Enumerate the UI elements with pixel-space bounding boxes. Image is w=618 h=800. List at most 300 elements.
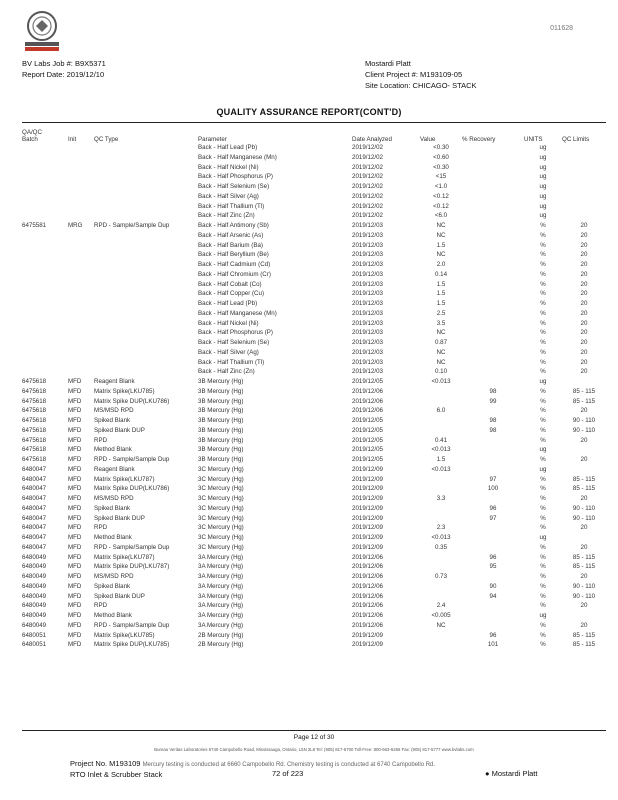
page-number: Page 12 of 30	[293, 734, 335, 741]
bureau-veritas-logo	[22, 10, 62, 54]
cell-qc-limits	[562, 172, 606, 182]
cell-units: %	[540, 387, 546, 395]
cell-parameter: 3B Mercury (Hg)	[198, 446, 244, 454]
cell-init	[68, 211, 94, 221]
client-mark-icon: ●	[485, 769, 490, 778]
cell-value	[420, 582, 462, 592]
cell-parameter: Back - Half Lead (Pb)	[198, 300, 258, 307]
cell-recovery	[462, 250, 524, 260]
cell-qc-limits: 85 - 115	[572, 641, 596, 649]
cell-recovery	[462, 445, 524, 455]
cell-recovery	[462, 338, 524, 348]
cell-init	[68, 367, 94, 377]
cell-units: %	[540, 456, 546, 463]
cell-qc-limits: 20	[580, 290, 588, 298]
table-row	[22, 348, 606, 358]
cell-units: %	[540, 300, 546, 307]
cell-date: 2019/12/03	[352, 261, 383, 268]
cell-qc-limits: 20	[580, 339, 588, 346]
table-row	[22, 338, 606, 348]
cell-date: 2019/12/03	[352, 251, 383, 259]
cell-units: %	[540, 270, 546, 278]
cell-recovery	[462, 153, 524, 163]
cell-qc-limits: 85 - 115	[572, 397, 596, 405]
cell-date: 2019/12/02	[352, 183, 383, 190]
cell-recovery: 96	[489, 553, 497, 561]
cell-parameter: 3C Mercury (Hg)	[198, 495, 244, 502]
cell-qc-limits	[562, 192, 606, 202]
cell-value: <0.005	[431, 612, 451, 619]
cell-value: NC	[436, 231, 446, 239]
cell-recovery	[462, 465, 524, 475]
cell-qc-limits: 20	[580, 241, 588, 249]
bottom-rule	[22, 730, 606, 731]
cell-parameter: 3C Mercury (Hg)	[198, 504, 244, 512]
cell-qc-limits: 20	[580, 358, 588, 366]
table-row	[22, 280, 606, 290]
cell-batch	[22, 270, 68, 280]
cell-qc-type: Matrix Spike DUP(LKU787)	[94, 563, 170, 571]
cell-parameter: 3A Mercury (Hg)	[198, 621, 244, 629]
cell-qc-type: Spiked Blank	[94, 504, 131, 512]
cell-parameter: Back - Half Manganese (Mn)	[198, 309, 277, 317]
cell-batch: 6480047	[22, 524, 47, 532]
table-row	[22, 143, 606, 153]
cell-init: MFD	[68, 534, 82, 541]
cell-parameter: 3B Mercury (Hg)	[198, 436, 244, 444]
cell-batch: 6480049	[22, 553, 47, 561]
table-row	[22, 631, 606, 641]
cell-qc-limits: 20	[580, 524, 588, 532]
report-page-count: 72 of 223	[272, 769, 304, 778]
cell-init	[68, 231, 94, 241]
cell-parameter: 3C Mercury (Hg)	[198, 485, 244, 493]
cell-init	[68, 280, 94, 290]
cell-value: <1.0	[434, 183, 448, 190]
cell-batch: 6480047	[22, 514, 47, 522]
cell-qc-type	[94, 143, 198, 153]
cell-init	[68, 289, 94, 299]
table-row	[22, 309, 606, 319]
cell-qc-limits	[562, 445, 606, 455]
cell-recovery	[462, 328, 524, 338]
cell-batch: 6480049	[22, 582, 47, 590]
cell-recovery: 95	[489, 563, 497, 571]
cell-qc-limits: 20	[580, 329, 588, 337]
cell-batch: 6480051	[22, 641, 47, 649]
cell-init	[68, 241, 94, 251]
cell-units: %	[540, 231, 546, 239]
cell-qc-limits: 20	[580, 231, 588, 239]
cell-qc-limits: 20	[580, 300, 588, 307]
cell-qc-limits: 90 - 110	[572, 417, 596, 424]
cell-units: %	[540, 495, 546, 502]
cell-init: MFD	[68, 436, 82, 444]
cell-recovery	[462, 241, 524, 251]
cell-init	[68, 172, 94, 182]
cell-init	[68, 270, 94, 280]
cell-batch	[22, 153, 68, 163]
cell-recovery	[462, 202, 524, 212]
inlet-name: RTO Inlet & Scrubber Stack	[70, 770, 163, 779]
cell-date: 2019/12/06	[352, 612, 383, 619]
cell-batch	[22, 192, 68, 202]
cell-qc-type: RPD - Sample/Sample Dup	[94, 543, 170, 551]
cell-qc-limits: 20	[580, 319, 588, 327]
cell-date: 2019/12/02	[352, 212, 383, 220]
cell-recovery: 98	[489, 387, 497, 395]
cell-batch: 6475618	[22, 417, 47, 424]
table-header	[22, 126, 606, 143]
cell-batch: 6475618	[22, 456, 47, 463]
table-row	[22, 211, 606, 221]
cell-value: <0.60	[433, 153, 449, 161]
cell-batch	[22, 241, 68, 251]
cell-value: <15	[435, 173, 447, 181]
cell-recovery	[462, 143, 524, 153]
cell-batch	[22, 367, 68, 377]
cell-qc-limits: 20	[580, 621, 588, 629]
cell-qc-type: Reagent Blank	[94, 465, 135, 473]
cell-qc-type	[94, 260, 198, 270]
cell-qc-limits: 85 - 115	[572, 475, 596, 483]
cell-value: <6.0	[434, 212, 448, 220]
cell-value	[420, 426, 462, 436]
cell-parameter: Back - Half Phosphorus (P)	[198, 173, 273, 181]
cell-recovery	[462, 221, 524, 231]
cell-batch: 6480049	[22, 592, 47, 600]
cell-init	[68, 328, 94, 338]
cell-qc-limits: 20	[580, 495, 588, 502]
cell-date: 2019/12/09	[352, 534, 383, 541]
cell-qc-type	[94, 182, 198, 192]
cell-units: ug	[539, 163, 547, 171]
cell-value: <0.30	[433, 163, 449, 171]
cell-init	[68, 309, 94, 319]
cell-parameter: 3A Mercury (Hg)	[198, 602, 244, 610]
cell-init: MFD	[68, 641, 82, 649]
cell-units: %	[540, 319, 546, 327]
cell-recovery	[462, 601, 524, 611]
cell-date: 2019/12/06	[352, 553, 383, 561]
cell-init: MFD	[68, 524, 82, 532]
qa-table-body	[22, 143, 606, 650]
cell-date: 2019/12/03	[352, 358, 383, 366]
cell-date: 2019/12/05	[352, 417, 383, 424]
cell-batch: 6480049	[22, 602, 47, 610]
cell-qc-limits: 85 - 115	[572, 563, 596, 571]
cell-value: NC	[436, 348, 446, 356]
cell-qc-limits: 90 - 110	[572, 582, 596, 590]
cell-batch: 6480047	[22, 465, 47, 473]
project-footer	[70, 759, 435, 780]
cell-recovery: 97	[489, 514, 497, 522]
table-row	[22, 153, 606, 163]
table-row	[22, 514, 606, 524]
cell-units: %	[540, 543, 546, 551]
cell-qc-type: Spiked Blank DUP	[94, 592, 145, 600]
cell-qc-type	[94, 231, 198, 241]
cell-recovery	[462, 611, 524, 621]
cell-parameter: Back - Half Antimony (Sb)	[198, 222, 269, 229]
cell-init	[68, 153, 94, 163]
cell-init	[68, 348, 94, 358]
cell-qc-type	[94, 319, 198, 329]
cell-batch: 6480047	[22, 495, 47, 502]
cell-units: %	[540, 582, 546, 590]
col-parameter: Parameter	[198, 136, 227, 143]
cell-batch: 6475581	[22, 222, 47, 229]
cell-value: NC	[436, 621, 446, 629]
cell-value: 1.5	[436, 280, 446, 288]
table-row	[22, 582, 606, 592]
cell-recovery	[462, 309, 524, 319]
cell-init	[68, 202, 94, 212]
cell-date: 2019/12/03	[352, 319, 383, 327]
cell-recovery	[462, 280, 524, 290]
cell-qc-type	[94, 241, 198, 251]
cell-batch: 6480047	[22, 485, 47, 493]
cell-parameter: Back - Half Beryllium (Be)	[198, 251, 269, 259]
cell-batch	[22, 202, 68, 212]
cell-qc-limits: 20	[580, 368, 588, 376]
cell-units: %	[540, 417, 546, 424]
cell-qc-limits	[562, 202, 606, 212]
cell-date: 2019/12/09	[352, 631, 383, 639]
cell-recovery	[462, 572, 524, 582]
table-row	[22, 475, 606, 485]
cell-value	[420, 631, 462, 641]
cell-date: 2019/12/05	[352, 456, 383, 463]
cell-value: <0.30	[433, 144, 449, 151]
cell-value: 6.0	[436, 407, 446, 415]
cell-date: 2019/12/03	[352, 222, 383, 229]
cell-value	[420, 592, 462, 602]
cell-recovery: 90	[489, 582, 497, 590]
cell-units: %	[540, 592, 546, 600]
cell-value: 2.3	[436, 524, 446, 532]
cell-value: 3.3	[436, 495, 446, 502]
table-row	[22, 494, 606, 504]
cell-parameter: 2B Mercury (Hg)	[198, 631, 244, 639]
cell-qc-limits	[562, 163, 606, 173]
table-row	[22, 241, 606, 251]
table-row	[22, 397, 606, 407]
table-row	[22, 299, 606, 309]
cell-value: 2.5	[436, 309, 446, 317]
cell-qc-type	[94, 163, 198, 173]
cell-batch	[22, 172, 68, 182]
cell-qc-type: Spiked Blank	[94, 582, 131, 590]
cell-units: ug	[539, 173, 547, 181]
cell-units: ug	[539, 378, 547, 385]
cell-init: MFD	[68, 465, 82, 473]
cell-date: 2019/12/06	[352, 387, 383, 395]
cell-value: <0.12	[433, 202, 449, 210]
table-row	[22, 270, 606, 280]
cell-value	[420, 514, 462, 524]
col-units: UNITS	[524, 136, 543, 143]
cell-date: 2019/12/03	[352, 280, 383, 288]
cell-date: 2019/12/06	[352, 573, 383, 580]
table-row	[22, 484, 606, 494]
cell-date: 2019/12/09	[352, 504, 383, 512]
cell-init: MFD	[68, 387, 82, 395]
report-header-left	[22, 58, 106, 80]
cell-init: MFD	[68, 426, 82, 434]
cell-batch: 6480049	[22, 621, 47, 629]
cell-date: 2019/12/06	[352, 582, 383, 590]
cell-value: <0.013	[431, 465, 451, 473]
cell-date: 2019/12/06	[352, 407, 383, 415]
cell-init: MFD	[68, 553, 82, 561]
cell-units: %	[540, 368, 546, 376]
cell-parameter: Back - Half Arsenic (As)	[198, 231, 264, 239]
cell-value	[420, 397, 462, 407]
cell-parameter: 3A Mercury (Hg)	[198, 612, 244, 619]
cell-qc-type: Matrix Spike(LKU785)	[94, 387, 155, 395]
cell-value	[420, 504, 462, 514]
cell-qc-type: Spiked Blank DUP	[94, 426, 145, 434]
table-row	[22, 163, 606, 173]
cell-batch: 6480047	[22, 543, 47, 551]
table-row	[22, 319, 606, 329]
table-row	[22, 367, 606, 377]
cell-date: 2019/12/05	[352, 378, 383, 385]
table-row	[22, 572, 606, 582]
cell-qc-type: Method Blank	[94, 446, 132, 454]
cell-date: 2019/12/02	[352, 173, 383, 181]
cell-parameter: Back - Half Lead (Pb)	[198, 144, 258, 151]
cell-qc-type: Matrix Spike DUP(LKU786)	[94, 485, 170, 493]
cell-batch	[22, 348, 68, 358]
cell-units: %	[540, 426, 546, 434]
cell-qc-type: Method Blank	[94, 612, 132, 619]
table-row	[22, 260, 606, 270]
cell-parameter: 3C Mercury (Hg)	[198, 534, 244, 541]
cell-parameter: Back - Half Chromium (Cr)	[198, 270, 271, 278]
cell-units: %	[540, 251, 546, 259]
cell-qc-type	[94, 367, 198, 377]
cell-date: 2019/12/02	[352, 202, 383, 210]
cell-qc-type: Spiked Blank	[94, 417, 131, 424]
cell-date: 2019/12/06	[352, 592, 383, 600]
cell-recovery: 98	[489, 417, 497, 424]
cell-recovery	[462, 621, 524, 631]
cell-init	[68, 338, 94, 348]
cell-qc-type	[94, 348, 198, 358]
cell-qc-limits: 85 - 115	[572, 553, 596, 561]
cell-value: <0.013	[431, 378, 451, 385]
cell-qc-limits: 20	[580, 222, 588, 229]
cell-recovery	[462, 270, 524, 280]
cell-recovery	[462, 358, 524, 368]
cell-init	[68, 143, 94, 153]
cell-qc-limits: 20	[580, 261, 588, 268]
cell-parameter: 3B Mercury (Hg)	[198, 378, 244, 385]
cell-units: ug	[539, 534, 547, 541]
cell-init	[68, 358, 94, 368]
table-row	[22, 465, 606, 475]
cell-qc-limits: 20	[580, 270, 588, 278]
cell-recovery	[462, 289, 524, 299]
cell-parameter: 3C Mercury (Hg)	[198, 524, 244, 532]
cell-units: %	[540, 524, 546, 532]
cell-parameter: Back - Half Silver (Ag)	[198, 348, 259, 356]
cell-units: %	[540, 222, 546, 229]
cell-recovery	[462, 367, 524, 377]
cell-parameter: 3B Mercury (Hg)	[198, 417, 244, 424]
cell-date: 2019/12/03	[352, 339, 383, 346]
cell-qc-type: Reagent Blank	[94, 378, 135, 385]
cell-batch: 6480047	[22, 504, 47, 512]
cell-recovery	[462, 406, 524, 416]
table-row	[22, 601, 606, 611]
document-number: 011628	[550, 25, 573, 32]
cell-recovery	[462, 299, 524, 309]
table-row	[22, 504, 606, 514]
cell-units: %	[540, 504, 546, 512]
lab-address: Bureau Veritas Laboratories 6740 Campobello Road, Mississauga, Ontario, L5N 2L8 Tel: (905) 817-5700 Toll-Free: 800-563-6266 Fax: (905) 817-5777 www.bvlabs.com	[154, 747, 474, 752]
cell-date: 2019/12/05	[352, 426, 383, 434]
cell-parameter: 3A Mercury (Hg)	[198, 563, 244, 571]
cell-qc-limits	[562, 377, 606, 387]
cell-init: MFD	[68, 397, 82, 405]
cell-parameter: 3C Mercury (Hg)	[198, 543, 244, 551]
cell-parameter: 3B Mercury (Hg)	[198, 397, 244, 405]
cell-recovery: 96	[489, 504, 497, 512]
cell-qc-limits	[562, 533, 606, 543]
cell-qc-limits	[562, 153, 606, 163]
cell-date: 2019/12/03	[352, 329, 383, 337]
cell-units: ug	[539, 212, 547, 220]
cell-value: 1.5	[436, 456, 446, 463]
report-title: QUALITY ASSURANCE REPORT(CONT'D)	[216, 107, 402, 117]
cell-batch	[22, 143, 68, 153]
col-qc-type: QC Type	[94, 136, 119, 143]
cell-date: 2019/12/02	[352, 192, 383, 200]
cell-qc-type: RPD - Sample/Sample Dup	[94, 222, 170, 229]
cell-parameter: Back - Half Nickel (Ni)	[198, 319, 259, 327]
cell-qc-limits: 90 - 110	[572, 592, 596, 600]
cell-batch: 6480051	[22, 631, 47, 639]
cell-batch	[22, 231, 68, 241]
cell-init: MFD	[68, 621, 82, 629]
cell-batch	[22, 338, 68, 348]
cell-qc-limits: 90 - 110	[572, 504, 596, 512]
table-row	[22, 445, 606, 455]
cell-init	[68, 250, 94, 260]
table-row	[22, 416, 606, 426]
table-row	[22, 533, 606, 543]
cell-batch	[22, 211, 68, 221]
cell-date: 2019/12/02	[352, 163, 383, 171]
cell-units: ug	[539, 153, 547, 161]
cell-units: ug	[539, 202, 547, 210]
cell-value: NC	[436, 251, 446, 259]
cell-init: MFD	[68, 407, 82, 415]
cell-parameter: Back - Half Manganese (Mn)	[198, 153, 277, 161]
cell-qc-type	[94, 289, 198, 299]
cell-init	[68, 192, 94, 202]
cell-date: 2019/12/09	[352, 641, 383, 649]
cell-units: ug	[539, 465, 547, 473]
cell-qc-type: MS/MSD RPD	[94, 573, 134, 580]
cell-value: 1.5	[436, 290, 446, 298]
cell-parameter: 3A Mercury (Hg)	[198, 553, 244, 561]
client-project: Client Project #: M193109-05	[365, 70, 463, 79]
cell-batch: 6480049	[22, 563, 47, 571]
